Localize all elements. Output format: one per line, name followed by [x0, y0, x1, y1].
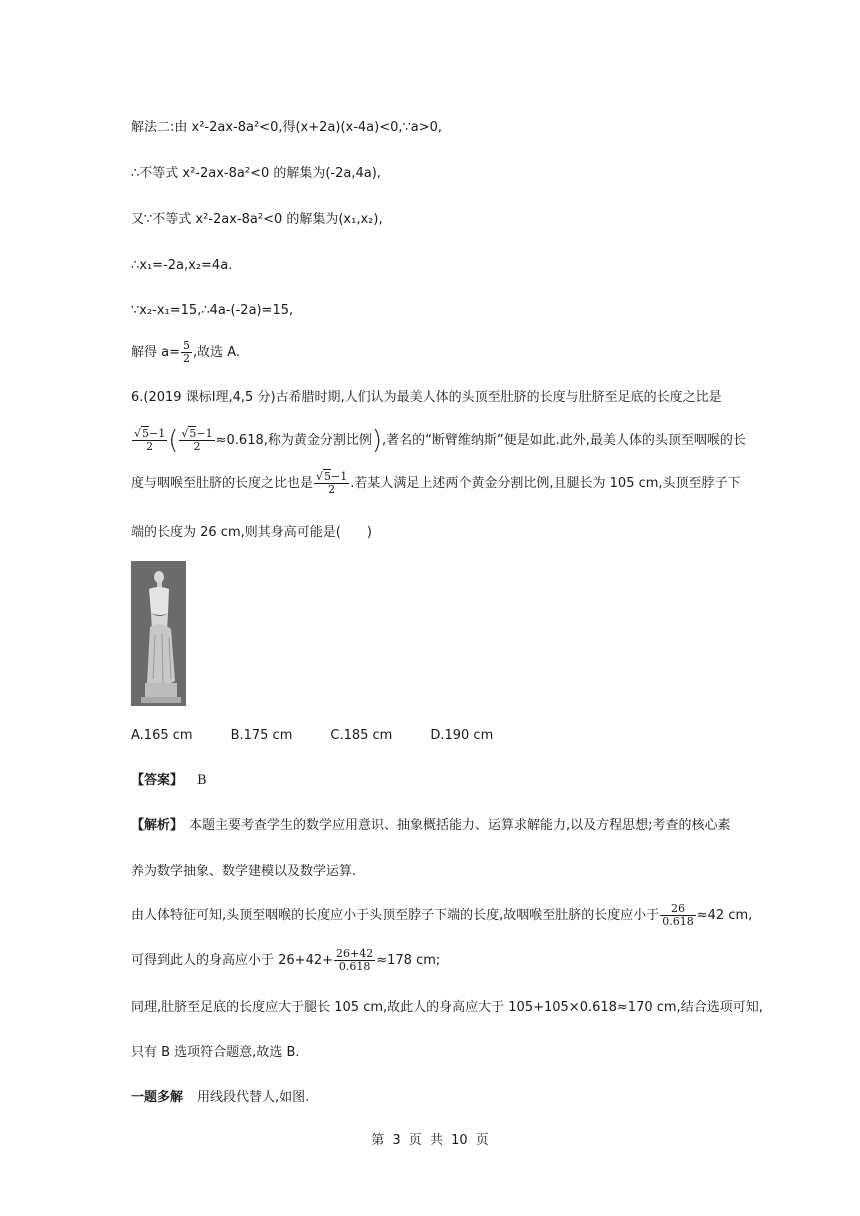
answer-value: B: [197, 773, 207, 788]
question-line-1: 6.(2019 课标Ⅰ理,4,5 分)古希腊时期,人们认为最美人体的头顶至肚脐的长度与肚脐至足底的长度之比是: [131, 390, 722, 405]
fraction-26-den: 0.618: [662, 915, 694, 928]
option-b[interactable]: B.175 cm: [230, 728, 293, 743]
analysis-4-suffix: ≈178 cm;: [376, 953, 441, 968]
analysis-3-suffix: ≈42 cm,: [696, 908, 753, 923]
right-paren: ): [371, 425, 383, 456]
question-line-3-suffix: .若某人满足上述两个黄金分割比例,且腿长为 105 cm,头顶至脖子下: [350, 476, 741, 491]
analysis-line-3: [131, 903, 752, 928]
fraction-26: [660, 903, 696, 928]
golden-ratio-fraction: $\frac{√5-1}{2}$: [134, 427, 166, 453]
golden-ratio-fraction-3: $\frac{√5-1}{2}$: [316, 470, 348, 496]
fraction-a: [181, 340, 192, 365]
question-line-3: [131, 471, 741, 496]
analysis-line-6: 只有 B 选项符合题意,故选 B.: [131, 1045, 300, 1060]
option-c[interactable]: C.185 cm: [330, 728, 393, 743]
line-solve-a: [131, 340, 240, 365]
multi-solution-label: 一题多解: [131, 1090, 184, 1105]
analysis-text-1: 本题主要考查学生的数学应用意识、抽象概括能力、运算求解能力,以及方程思想;考查的核心素: [189, 818, 731, 833]
golden-ratio-sqrt-3: 5: [324, 470, 332, 483]
golden-ratio-sqrt: 5: [142, 427, 150, 440]
analysis-line-4: [131, 948, 440, 973]
footer-label-2: 页: [408, 1133, 422, 1148]
golden-ratio-sqrt-2: 5: [189, 427, 197, 440]
answer-label: 【答案】: [131, 773, 184, 788]
options-row: [131, 728, 531, 744]
golden-ratio-den-3: 2: [328, 483, 336, 496]
option-a[interactable]: A.165 cm: [131, 728, 193, 743]
question-line-2: [131, 425, 746, 456]
fraction-26-num: 26: [660, 903, 696, 916]
venus-statue-drawing: [131, 561, 186, 706]
analysis-line-5: 同理,肚脐至足底的长度应大于腿长 105 cm,故此人的身高应大于 105+105×0.618≈170 cm,结合选项可知,: [131, 1000, 763, 1015]
analysis-line-1: [131, 818, 731, 834]
answer-line: [131, 773, 207, 789]
option-d[interactable]: D.190 cm: [430, 728, 494, 743]
question-line-2-suffix: ,著名的“断臂维纳斯”便是如此.此外,最美人体的头顶至咽喉的长: [382, 433, 746, 448]
page-current: 3: [392, 1133, 401, 1148]
golden-ratio-num-rest: −1: [149, 427, 166, 440]
analysis-4-prefix: 可得到此人的身高应小于 26+42+: [131, 953, 334, 968]
fraction-68-num: 26+42: [336, 947, 374, 960]
left-paren: (: [168, 425, 179, 456]
footer-label-1: 第: [371, 1133, 385, 1148]
solve-a-prefix: 解得 a=: [131, 345, 180, 360]
golden-ratio-den: 2: [146, 440, 154, 453]
line-difference: ∵x₂-x₁=15,∴4a-(-2a)=15,: [131, 303, 294, 318]
golden-ratio-fraction-2: $\frac{√5-1}{2}$: [181, 427, 213, 453]
line-solution-set: ∴不等式 x²-2ax-8a²<0 的解集为(-2a,4a),: [131, 166, 381, 181]
golden-ratio-num-rest-2: −1: [196, 427, 213, 440]
golden-ratio-value: ≈0.618,称为黄金分割比例: [215, 433, 372, 448]
page-total: 10: [451, 1133, 468, 1148]
fraction-68-den: 0.618: [338, 960, 371, 973]
golden-ratio-num-rest-3: −1: [331, 470, 348, 483]
page-footer: [0, 1129, 860, 1148]
footer-label-3: 共: [429, 1133, 443, 1148]
line-roots: ∴x₁=-2a,x₂=4a.: [131, 258, 233, 273]
golden-ratio-den-2: 2: [193, 440, 201, 453]
analysis-line-7: [131, 1090, 309, 1106]
footer-label-4: 页: [475, 1133, 489, 1148]
solve-a-suffix: ,故选 A.: [193, 345, 241, 360]
fraction-a-den: 2: [183, 352, 190, 365]
fraction-a-num: 5: [183, 339, 190, 352]
line-solution-2: 解法二:由 x²-2ax-8a²<0,得(x+2a)(x-4a)<0,∵a>0,: [131, 120, 443, 135]
multi-solution-text: 用线段代替人,如图.: [197, 1090, 310, 1105]
fraction-68: [334, 948, 375, 973]
question-line-3-prefix: 度与咽喉至肚脐的长度之比也是: [131, 476, 314, 491]
analysis-label: 【解析】: [131, 818, 184, 833]
analysis-3-prefix: 由人体特征可知,头顶至咽喉的长度应小于头顶至脖子下端的长度,故咽喉至肚脐的长度应小于: [131, 908, 660, 923]
analysis-line-2: 养为数学抽象、数学建模以及数学运算.: [131, 864, 357, 879]
question-line-4: 端的长度为 26 cm,则其身高可能是( ): [131, 525, 372, 540]
venus-statue-image: [131, 561, 186, 706]
line-given-set: 又∵不等式 x²-2ax-8a²<0 的解集为(x₁,x₂),: [131, 212, 383, 227]
